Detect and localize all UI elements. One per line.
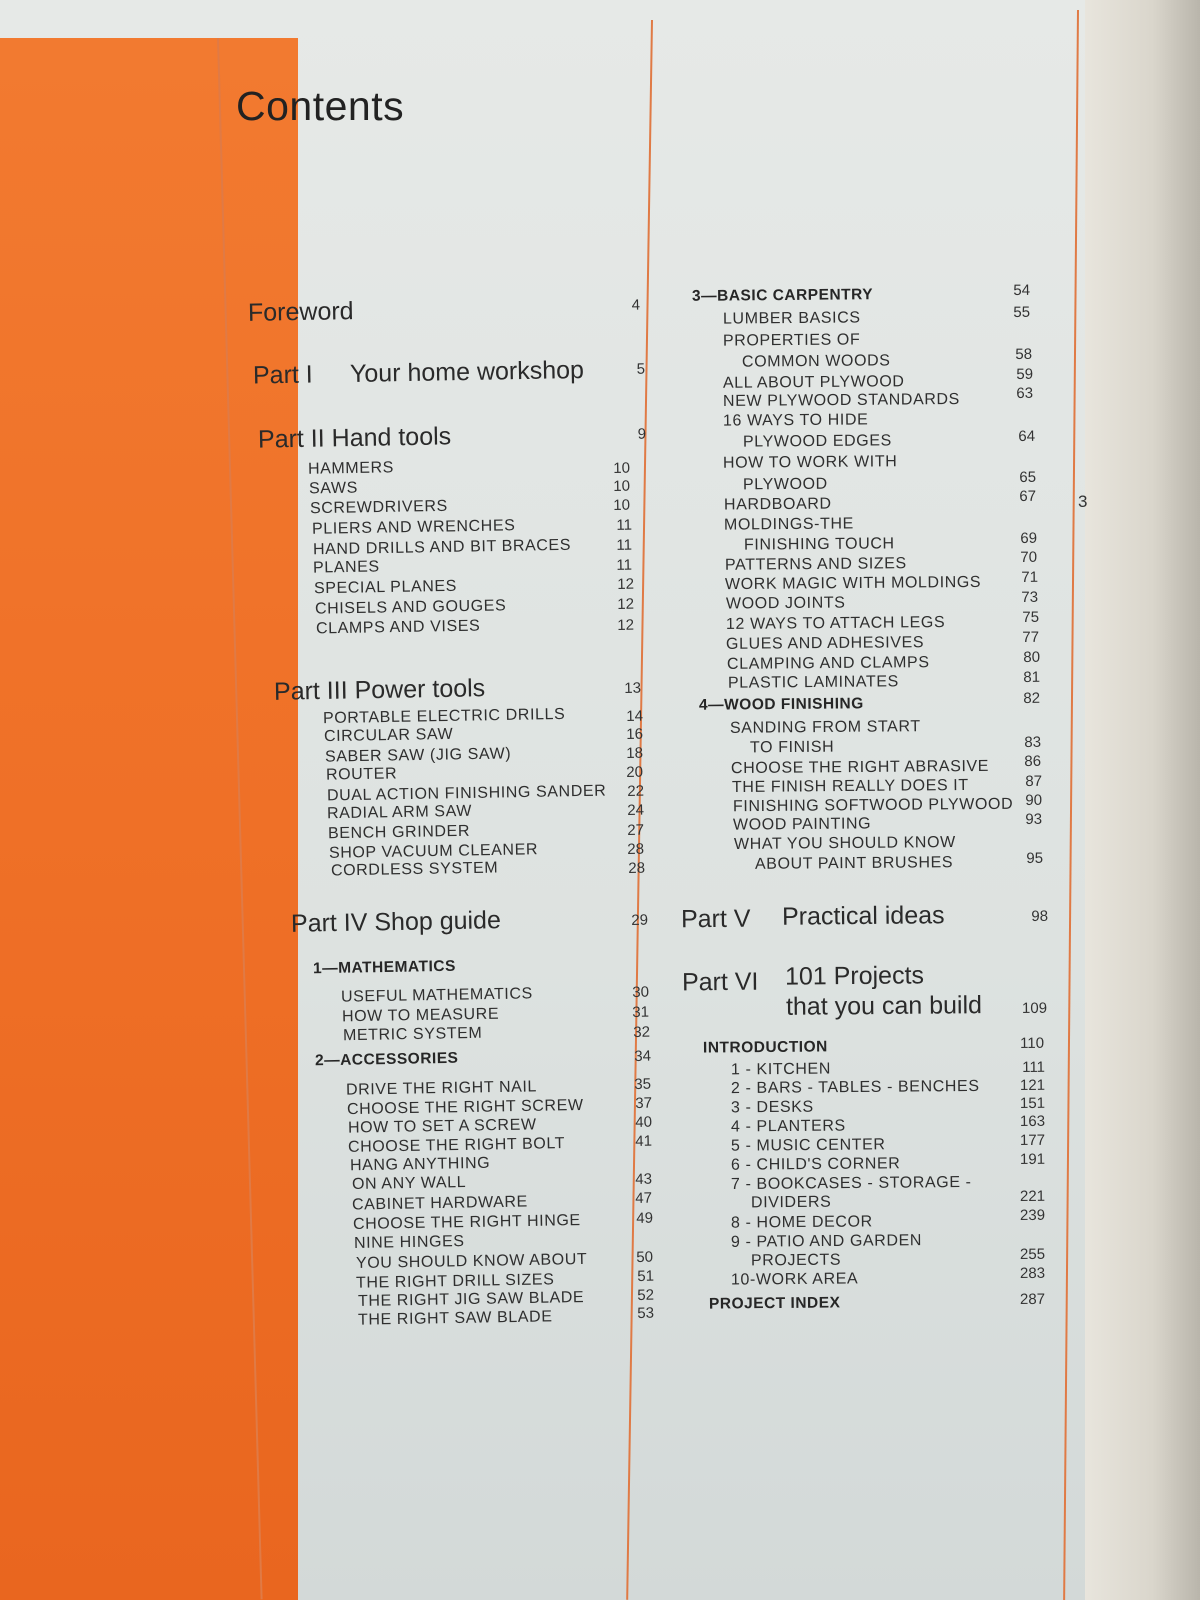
toc-entry: CABINET HARDWARE	[351, 1193, 528, 1214]
toc-page-number: 10	[613, 477, 631, 495]
toc-entry: PATTERNS AND SIZES	[724, 555, 907, 574]
toc-page-number: 110	[1020, 1034, 1045, 1053]
toc-part-heading: that you can build	[785, 991, 983, 1021]
toc-page-number: 55	[1013, 303, 1031, 321]
toc-page-number: 35	[634, 1075, 652, 1093]
toc-entry: PORTABLE ELECTRIC DRILLS	[322, 705, 566, 728]
toc-chapter-heading: 4—WOOD FINISHING	[698, 695, 864, 714]
toc-chapter-heading: PROJECT INDEX	[708, 1294, 841, 1313]
toc-page-number: 71	[1021, 568, 1039, 586]
toc-page-number: 31	[632, 1003, 650, 1021]
toc-entry: CLAMPS AND VISES	[315, 617, 481, 638]
toc-page-number: 22	[627, 782, 645, 800]
toc-entry: GLUES AND ADHESIVES	[725, 634, 925, 653]
page-number: 3	[1078, 492, 1088, 511]
toc-page-number: 20	[626, 763, 644, 781]
toc-chapter-heading: 2—ACCESSORIES	[314, 1049, 459, 1070]
toc-page-number: 30	[632, 983, 650, 1001]
toc-page-number: 27	[627, 821, 645, 839]
toc-entry: 7 - BOOKCASES - STORAGE -	[730, 1173, 972, 1194]
toc-page-number: 239	[1019, 1206, 1046, 1225]
toc-page-number: 18	[626, 744, 644, 762]
toc-page-number: 53	[637, 1304, 655, 1322]
toc-page-number: 41	[635, 1132, 653, 1150]
toc-page-number: 63	[1016, 384, 1034, 402]
toc-part-heading: Part VI	[681, 967, 759, 997]
toc-page-number: 59	[1016, 365, 1034, 383]
toc-entry: ROUTER	[325, 765, 398, 784]
toc-entry: PROPERTIES OF	[722, 331, 861, 350]
toc-part-heading: Foreword	[247, 297, 354, 327]
toc-page-number: 32	[633, 1023, 651, 1041]
toc-entry: HOW TO SET A SCREW	[347, 1116, 537, 1137]
toc-page-number: 70	[1020, 548, 1038, 566]
toc-part-heading: 101 Projects	[784, 961, 925, 991]
toc-entry: SABER SAW (JIG SAW)	[324, 745, 512, 766]
toc-part-heading: Part V	[680, 904, 751, 934]
toc-page-number: 255	[1019, 1245, 1046, 1264]
toc-entry: COMMON WOODS	[741, 352, 891, 371]
toc-chapter-heading: 3—BASIC CARPENTRY	[691, 286, 874, 305]
toc-entry: HARDBOARD	[723, 495, 832, 514]
toc-entry: HOW TO MEASURE	[341, 1005, 500, 1026]
toc-page-number: 75	[1022, 608, 1040, 626]
toc-entry: HOW TO WORK WITH	[722, 453, 898, 472]
toc-page-number: 10	[613, 496, 631, 514]
toc-part-heading: Part III Power tools	[273, 674, 486, 706]
toc-page-number: 82	[1023, 689, 1041, 707]
toc-entry: PLYWOOD	[742, 475, 828, 494]
toc-page-number: 283	[1019, 1264, 1046, 1283]
toc-entry: NEW PLYWOOD STANDARDS	[722, 390, 960, 411]
toc-page-number: 11	[616, 516, 633, 534]
toc-page-number: 80	[1023, 648, 1041, 666]
toc-entry: WOOD JOINTS	[725, 594, 846, 613]
toc-page-number: 90	[1025, 791, 1043, 809]
toc-entry: USEFUL MATHEMATICS	[340, 985, 533, 1006]
page-title: Contents	[236, 83, 405, 129]
toc-entry: THE FINISH REALLY DOES IT	[731, 776, 969, 797]
toc-page-number: 65	[1019, 468, 1037, 486]
toc-page-number: 43	[635, 1170, 653, 1188]
toc-entry: BENCH GRINDER	[327, 822, 471, 843]
toc-part-heading: Part I	[252, 360, 313, 390]
toc-entry: ON ANY WALL	[351, 1174, 467, 1193]
toc-entry: 3 - DESKS	[730, 1098, 814, 1117]
toc-entry: PLASTIC LAMINATES	[727, 673, 899, 692]
toc-chapter-heading: 1—MATHEMATICS	[312, 957, 456, 978]
toc-entry: ABOUT PAINT BRUSHES	[754, 854, 954, 873]
toc-entry: 6 - CHILD'S CORNER	[730, 1155, 901, 1174]
toc-entry: FINISHING TOUCH	[743, 535, 895, 554]
toc-page-number: 28	[627, 840, 645, 858]
toc-entry: CIRCULAR SAW	[323, 725, 454, 746]
toc-entry: THE RIGHT SAW BLADE	[357, 1308, 553, 1329]
toc-page-number: 69	[1020, 529, 1038, 547]
toc-entry: PLIERS AND WRENCHES	[311, 517, 516, 538]
toc-entry: HAMMERS	[307, 459, 395, 478]
toc-page-number: 52	[637, 1286, 655, 1304]
toc-entry: YOU SHOULD KNOW ABOUT	[355, 1250, 588, 1273]
toc-entry: CHOOSE THE RIGHT BOLT	[347, 1135, 566, 1156]
toc-entry: NINE HINGES	[353, 1233, 465, 1252]
toc-entry: 16 WAYS TO HIDE	[722, 411, 869, 430]
toc-entry: 1 - KITCHEN	[730, 1060, 832, 1079]
toc-page-number: 49	[636, 1209, 654, 1227]
toc-page-number: 98	[1031, 907, 1049, 925]
toc-entry: 2 - BARS - TABLES - BENCHES	[730, 1077, 980, 1098]
toc-page-number: 83	[1024, 733, 1042, 751]
toc-part-heading: Your home workshop	[349, 355, 585, 389]
toc-page-number: 29	[631, 911, 649, 929]
toc-chapter-heading: INTRODUCTION	[702, 1038, 828, 1057]
toc-page-number: 13	[624, 679, 642, 697]
toc-page-number: 87	[1025, 772, 1043, 790]
toc-entry: METRIC SYSTEM	[342, 1024, 483, 1045]
toc-entry: WHAT YOU SHOULD KNOW	[733, 834, 956, 853]
toc-page-number: 16	[626, 725, 644, 743]
toc-entry: PLANES	[312, 558, 380, 577]
toc-entry: 12 WAYS TO ATTACH LEGS	[725, 614, 946, 633]
toc-page-number: 163	[1019, 1112, 1046, 1131]
toc-entry: THE RIGHT JIG SAW BLADE	[357, 1289, 585, 1310]
toc-page-number: 12	[617, 616, 635, 634]
toc-entry: CORDLESS SYSTEM	[330, 859, 499, 880]
toc-entry: HANG ANYTHING	[349, 1154, 491, 1175]
toc-page-number: 93	[1025, 810, 1043, 828]
toc-entry: PROJECTS	[750, 1251, 842, 1270]
toc-entry: PLYWOOD EDGES	[742, 432, 892, 451]
toc-page-number: 34	[634, 1047, 652, 1065]
toc-page-number: 54	[1013, 281, 1031, 299]
toc-part-heading: Practical ideas	[781, 901, 945, 931]
toc-entry: DRIVE THE RIGHT NAIL	[345, 1078, 538, 1099]
toc-page-number: 287	[1019, 1290, 1046, 1309]
toc-entry: SCREWDRIVERS	[309, 497, 449, 518]
toc-entry: LUMBER BASICS	[722, 309, 861, 328]
toc-entry: SPECIAL PLANES	[313, 577, 458, 598]
toc-entry: SAWS	[308, 479, 359, 498]
toc-page-number: 5	[636, 360, 646, 378]
toc-entry: 9 - PATIO AND GARDEN	[730, 1232, 923, 1251]
toc-entry: DUAL ACTION FINISHING SANDER	[326, 782, 607, 805]
toc-page-number: 73	[1021, 588, 1039, 606]
toc-part-heading: Part II Hand tools	[257, 422, 452, 454]
toc-page-number: 111	[1022, 1058, 1046, 1077]
toc-page-number: 37	[635, 1094, 653, 1112]
toc-page-number: 95	[1026, 849, 1044, 867]
toc-entry: DIVIDERS	[750, 1193, 832, 1212]
toc-page-number: 40	[635, 1113, 653, 1131]
toc-entry: 4 - PLANTERS	[730, 1117, 846, 1136]
toc-page-number: 11	[616, 536, 633, 554]
toc-entry: 10-WORK AREA	[730, 1270, 859, 1289]
toc-page-number: 14	[626, 707, 644, 725]
toc-part-heading: Part IV Shop guide	[290, 906, 502, 938]
toc-page-number: 50	[636, 1248, 654, 1266]
toc-entry: THE RIGHT DRILL SIZES	[355, 1271, 555, 1292]
toc-page-number: 51	[637, 1267, 655, 1285]
toc-page-number: 151	[1019, 1094, 1046, 1113]
toc-entry: SHOP VACUUM CLEANER	[328, 841, 539, 862]
toc-page-number: 9	[637, 425, 647, 443]
toc-page-number: 67	[1019, 487, 1037, 505]
toc-entry: ALL ABOUT PLYWOOD	[722, 373, 905, 392]
toc-entry: FINISHING SOFTWOOD PLYWOOD	[732, 795, 1014, 816]
toc-entry: MOLDINGS-THE	[723, 515, 854, 534]
toc-entry: WOOD PAINTING	[732, 815, 872, 834]
toc-entry: CLAMPING AND CLAMPS	[726, 654, 930, 673]
page-edge-right	[1080, 0, 1200, 1600]
toc-page-number: 77	[1022, 628, 1040, 646]
toc-page-number: 64	[1018, 427, 1036, 445]
toc-page-number: 12	[617, 595, 635, 613]
toc-page-number: 191	[1019, 1150, 1046, 1169]
toc-page-number: 28	[628, 859, 646, 877]
toc-page-number: 81	[1023, 668, 1041, 686]
toc-page-number: 10	[613, 459, 631, 477]
toc-page-number: 177	[1019, 1131, 1046, 1150]
toc-entry: 8 - HOME DECOR	[730, 1213, 873, 1232]
toc-page-number: 109	[1021, 999, 1048, 1018]
toc-page-number: 12	[617, 575, 635, 593]
toc-page-number: 11	[616, 556, 633, 574]
toc-entry: TO FINISH	[749, 738, 835, 757]
toc-entry: RADIAL ARM SAW	[326, 802, 473, 823]
toc-page-number: 4	[631, 296, 641, 314]
toc-page-number: 24	[627, 801, 645, 819]
toc-page-number: 58	[1015, 345, 1033, 363]
toc-page-number: 47	[635, 1189, 653, 1207]
toc-page-number: 121	[1019, 1076, 1046, 1095]
toc-entry: CHOOSE THE RIGHT ABRASIVE	[730, 757, 990, 778]
toc-entry: CHOOSE THE RIGHT SCREW	[346, 1096, 584, 1119]
toc-entry: SANDING FROM START	[729, 718, 921, 737]
toc-entry: CHOOSE THE RIGHT HINGE	[352, 1212, 581, 1233]
toc-page-number: 86	[1024, 752, 1042, 770]
toc-entry: CHISELS AND GOUGES	[314, 597, 507, 618]
toc-entry: HAND DRILLS AND BIT BRACES	[312, 536, 572, 559]
toc-page-number: 221	[1019, 1187, 1046, 1206]
toc-entry: WORK MAGIC WITH MOLDINGS	[724, 573, 982, 594]
toc-entry: 5 - MUSIC CENTER	[730, 1136, 886, 1155]
